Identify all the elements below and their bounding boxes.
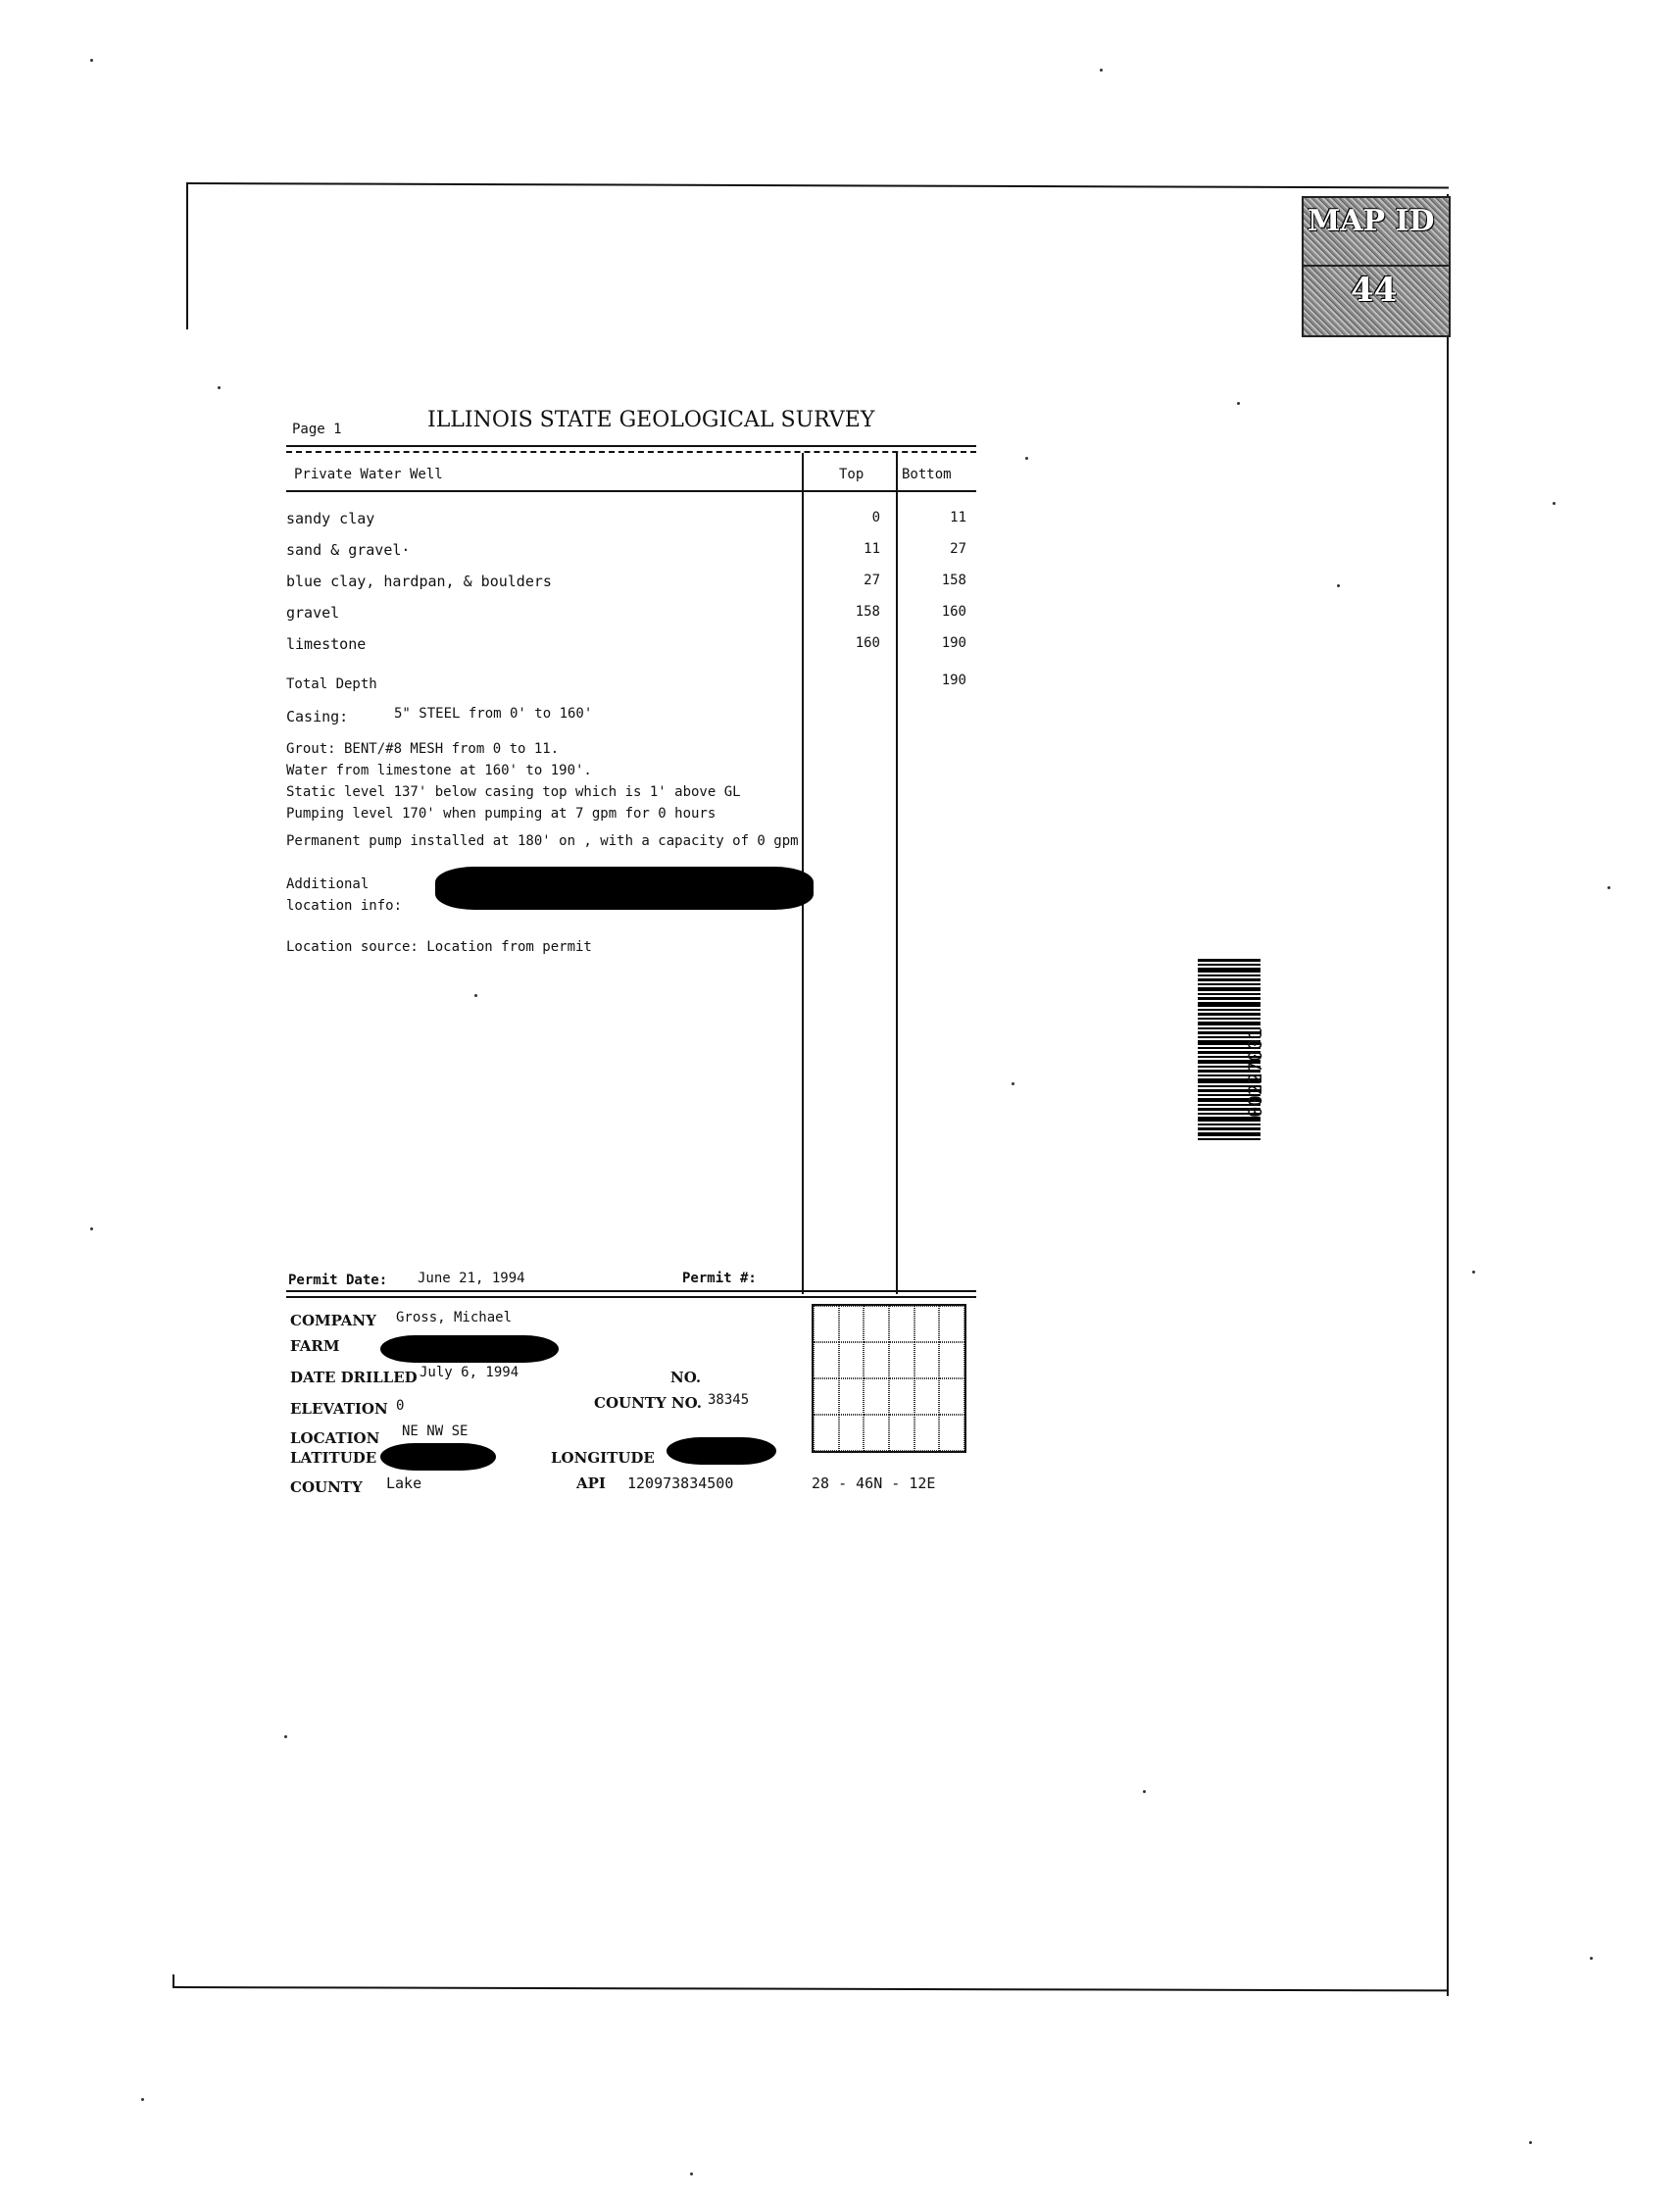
company-label: COMPANY [290, 1312, 376, 1329]
strata-bottom: 160 [941, 604, 966, 620]
redacted-latitude [380, 1443, 496, 1471]
strata-bottom: 158 [941, 573, 966, 588]
document-title: ILLINOIS STATE GEOLOGICAL SURVEY [427, 408, 875, 432]
longitude-label: LONGITUDE [551, 1449, 655, 1467]
heading-rule [286, 490, 976, 492]
permit-date-label: Permit Date: [288, 1273, 388, 1288]
map-id-number: 44 [1351, 271, 1398, 310]
casing-value: 5" STEEL from 0' to 160' [394, 706, 593, 722]
strata-top: 11 [864, 541, 880, 557]
page-number: Page 1 [292, 422, 342, 437]
grout-note: Grout: BENT/#8 MESH from 0 to 11. [286, 741, 560, 757]
county-no-label: COUNTY NO. [594, 1394, 703, 1412]
record-rule [286, 1290, 976, 1292]
page-border-bottom-tick [173, 1974, 174, 1988]
date-drilled-label: DATE DRILLED [290, 1369, 418, 1386]
date-drilled-value: July 6, 1994 [420, 1365, 519, 1380]
county-label: COUNTY [290, 1478, 363, 1496]
barcode-number: 00227001 [1245, 1027, 1266, 1118]
company-value: Gross, Michael [396, 1310, 513, 1325]
strata-top: 27 [864, 573, 880, 588]
county-value: Lake [386, 1474, 422, 1492]
permit-number-label: Permit #: [682, 1271, 757, 1286]
bottom-heading: Bottom [902, 467, 952, 482]
strata-name: sand & gravel· [286, 541, 411, 559]
strata-top: 0 [871, 510, 880, 525]
redacted-location-info [435, 867, 814, 910]
top-heading: Top [839, 467, 865, 482]
farm-label: FARM [290, 1337, 340, 1355]
header-rule [286, 445, 976, 447]
header-rule-dashed [286, 451, 976, 453]
section-township-range: 28 - 46N - 12E [812, 1474, 936, 1492]
record-rule-2 [286, 1296, 976, 1298]
elevation-label: ELEVATION [290, 1400, 388, 1418]
elevation-value: 0 [396, 1398, 405, 1414]
map-id-label: MAP ID [1308, 204, 1435, 238]
no-label: NO. [670, 1369, 702, 1386]
page-border-top [186, 182, 1449, 188]
location-source: Location source: Location from permit [286, 939, 592, 955]
strata-name: gravel [286, 604, 340, 622]
redacted-longitude [667, 1437, 776, 1465]
map-id-stamp [1302, 196, 1451, 337]
water-note: Water from limestone at 160' to 190'. [286, 763, 592, 778]
location-value: NE NW SE [402, 1424, 469, 1439]
section-grid [812, 1304, 966, 1453]
permit-date: June 21, 1994 [418, 1271, 525, 1286]
permanent-pump-note: Permanent pump installed at 180' on , with a capacity of 0 gpm [286, 833, 799, 849]
strata-top: 158 [855, 604, 880, 620]
api-label: API [576, 1474, 606, 1492]
casing-label: Casing: [286, 708, 349, 725]
total-depth-value: 190 [941, 673, 966, 688]
latitude-label: LATITUDE [290, 1449, 377, 1467]
strata-bottom: 27 [950, 541, 966, 557]
strata-name: sandy clay [286, 510, 375, 527]
bottom-column-divider [896, 453, 898, 1294]
api-value: 120973834500 [627, 1474, 734, 1492]
additional-label: Additional [286, 876, 370, 892]
strata-bottom: 11 [950, 510, 966, 525]
static-level-note: Static level 137' below casing top which is 1' above GL [286, 784, 741, 800]
strata-bottom: 190 [941, 635, 966, 651]
page-border-bottom [173, 1986, 1447, 1991]
redacted-farm [380, 1335, 559, 1363]
county-no-value: 38345 [708, 1392, 750, 1408]
strata-name: blue clay, hardpan, & boulders [286, 573, 552, 590]
page-border-right [1447, 194, 1449, 1996]
location-info-label: location info: [286, 898, 403, 914]
pumping-level-note: Pumping level 170' when pumping at 7 gpm for 0 hours [286, 806, 716, 822]
location-label: LOCATION [290, 1429, 380, 1447]
total-depth-label: Total Depth [286, 676, 377, 692]
strata-top: 160 [855, 635, 880, 651]
page-border-left [186, 182, 188, 329]
well-type-heading: Private Water Well [294, 467, 443, 482]
strata-name: limestone [286, 635, 367, 653]
